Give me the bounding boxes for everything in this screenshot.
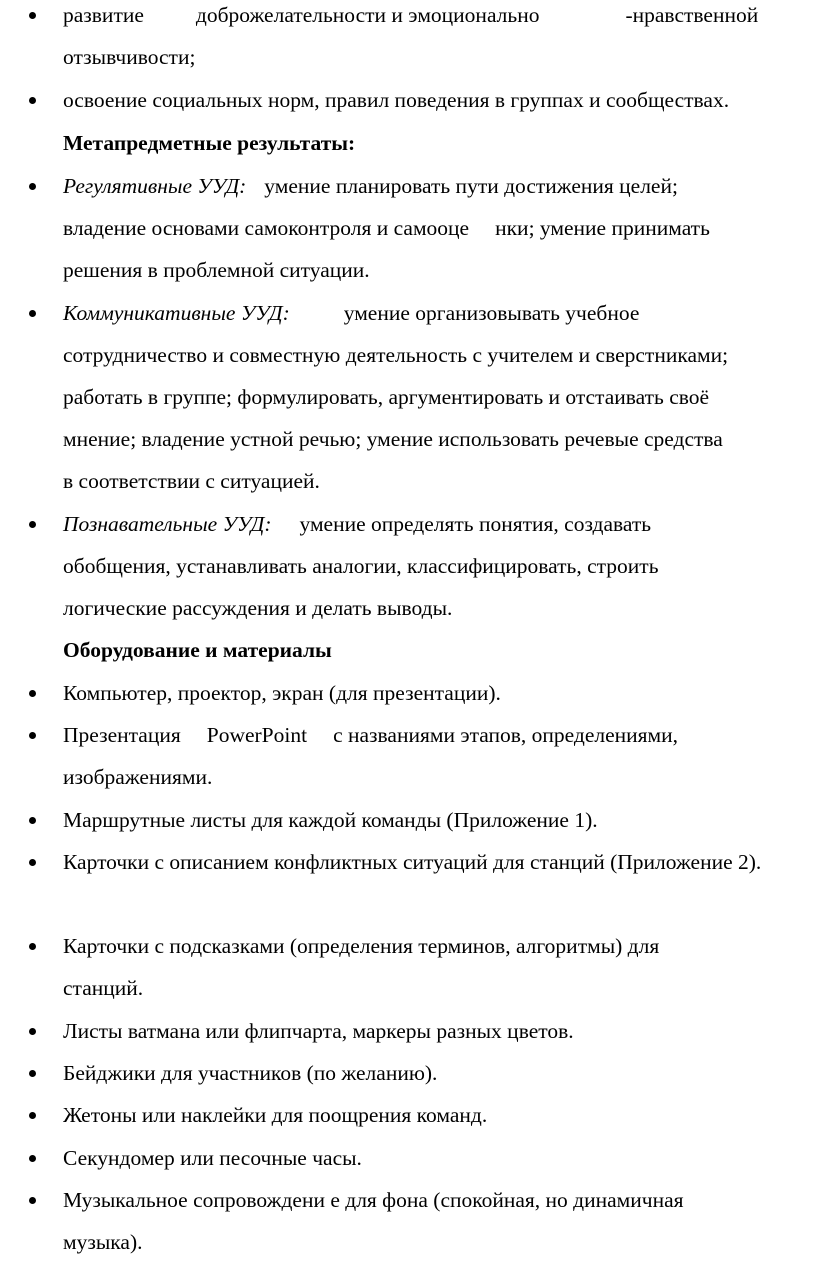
item-lead: Познавательные УУД:	[63, 512, 272, 536]
text-fragment: умение планировать пути достижения целей;	[264, 174, 678, 198]
text-fragment: развитие	[63, 3, 144, 27]
list-item-text: Карточки с описанием конфликтных ситуаций для станций (Приложение 2).	[63, 850, 762, 874]
text-fragment: умение организовывать учебное	[343, 301, 640, 325]
list-item-text: логические рассуждения и делать выводы.	[63, 596, 453, 620]
list-item-text	[63, 300, 639, 326]
list-item-text: Маршрутные листы для каждой команды (Приложение 1).	[63, 808, 598, 832]
list-item-text: сотрудничество и совместную деятельность с учителем и сверстниками;	[63, 343, 729, 367]
list-item-text	[63, 215, 710, 241]
text-fragment: умение определять понятия, создавать	[299, 512, 652, 536]
list-item-text: Листы ватмана или флипчарта, маркеры разных цветов.	[63, 1019, 574, 1043]
list-item-text: станций.	[63, 976, 144, 1000]
bullet-icon	[29, 1197, 36, 1204]
list-item-text: Секундомер или песочные часы.	[63, 1146, 362, 1170]
list-item-text: обобщения, устанавливать аналогии, классифицировать, строить	[63, 554, 659, 578]
text-fragment: PowerPoint	[206, 723, 308, 747]
list-item-text: в соответствии с ситуацией.	[63, 469, 320, 493]
list-item-text	[63, 722, 678, 748]
bullet-icon	[29, 1155, 36, 1162]
bullet-icon	[29, 732, 36, 739]
bullet-icon	[29, 12, 36, 19]
list-item-text	[63, 173, 678, 199]
list-item-text: изображениями.	[63, 765, 213, 789]
list-item-text: отзывчивости;	[63, 45, 196, 69]
list-item-text	[63, 2, 758, 28]
section-heading: Метапредметные результаты:	[63, 131, 356, 155]
bullet-icon	[29, 1070, 36, 1077]
bullet-icon	[29, 943, 36, 950]
text-fragment: с названиями этапов, определениями,	[333, 723, 679, 747]
list-item-text: Жетоны или наклейки для поощрения команд.	[63, 1103, 488, 1127]
list-item-text: освоение социальных норм, правил поведения в группах и сообществах.	[63, 88, 730, 112]
list-item-text: мнение; владение устной речью; умение использовать речевые средства	[63, 427, 723, 451]
item-lead: Коммуникативные УУД:	[63, 301, 290, 325]
list-item-text: Карточки с подсказками (определения терминов, алгоритмы) для	[63, 934, 660, 958]
bullet-icon	[29, 859, 36, 866]
list-item-text: работать в группе; формулировать, аргументировать и отстаивать своё	[63, 385, 710, 409]
text-fragment: Презентация	[63, 723, 181, 747]
bullet-icon	[29, 690, 36, 697]
bullet-icon	[29, 817, 36, 824]
item-lead: Регулятивные УУД:	[63, 174, 247, 198]
bullet-icon	[29, 310, 36, 317]
bullet-icon	[29, 97, 36, 104]
bullet-icon	[29, 183, 36, 190]
bullet-icon	[29, 1112, 36, 1119]
list-item-text: Компьютер, проектор, экран (для презентации).	[63, 681, 501, 705]
list-item-text: Бейджики для участников (по желанию).	[63, 1061, 438, 1085]
list-item-text: Музыкальное сопровождени е для фона (спокойная, но динамичная	[63, 1188, 684, 1212]
text-fragment: доброжелательности и эмоционально	[195, 3, 540, 27]
text-fragment: владение основами самоконтроля и самооце	[63, 216, 470, 240]
list-item-text	[63, 511, 651, 537]
bullet-icon	[29, 1028, 36, 1035]
section-heading: Оборудование и материалы	[63, 638, 332, 662]
text-fragment: нки; умение принимать	[495, 216, 710, 240]
list-item-text: музыка).	[63, 1230, 143, 1254]
bullet-icon	[29, 521, 36, 528]
text-fragment: -нравственной	[625, 3, 759, 27]
list-item-text: решения в проблемной ситуации.	[63, 258, 370, 282]
